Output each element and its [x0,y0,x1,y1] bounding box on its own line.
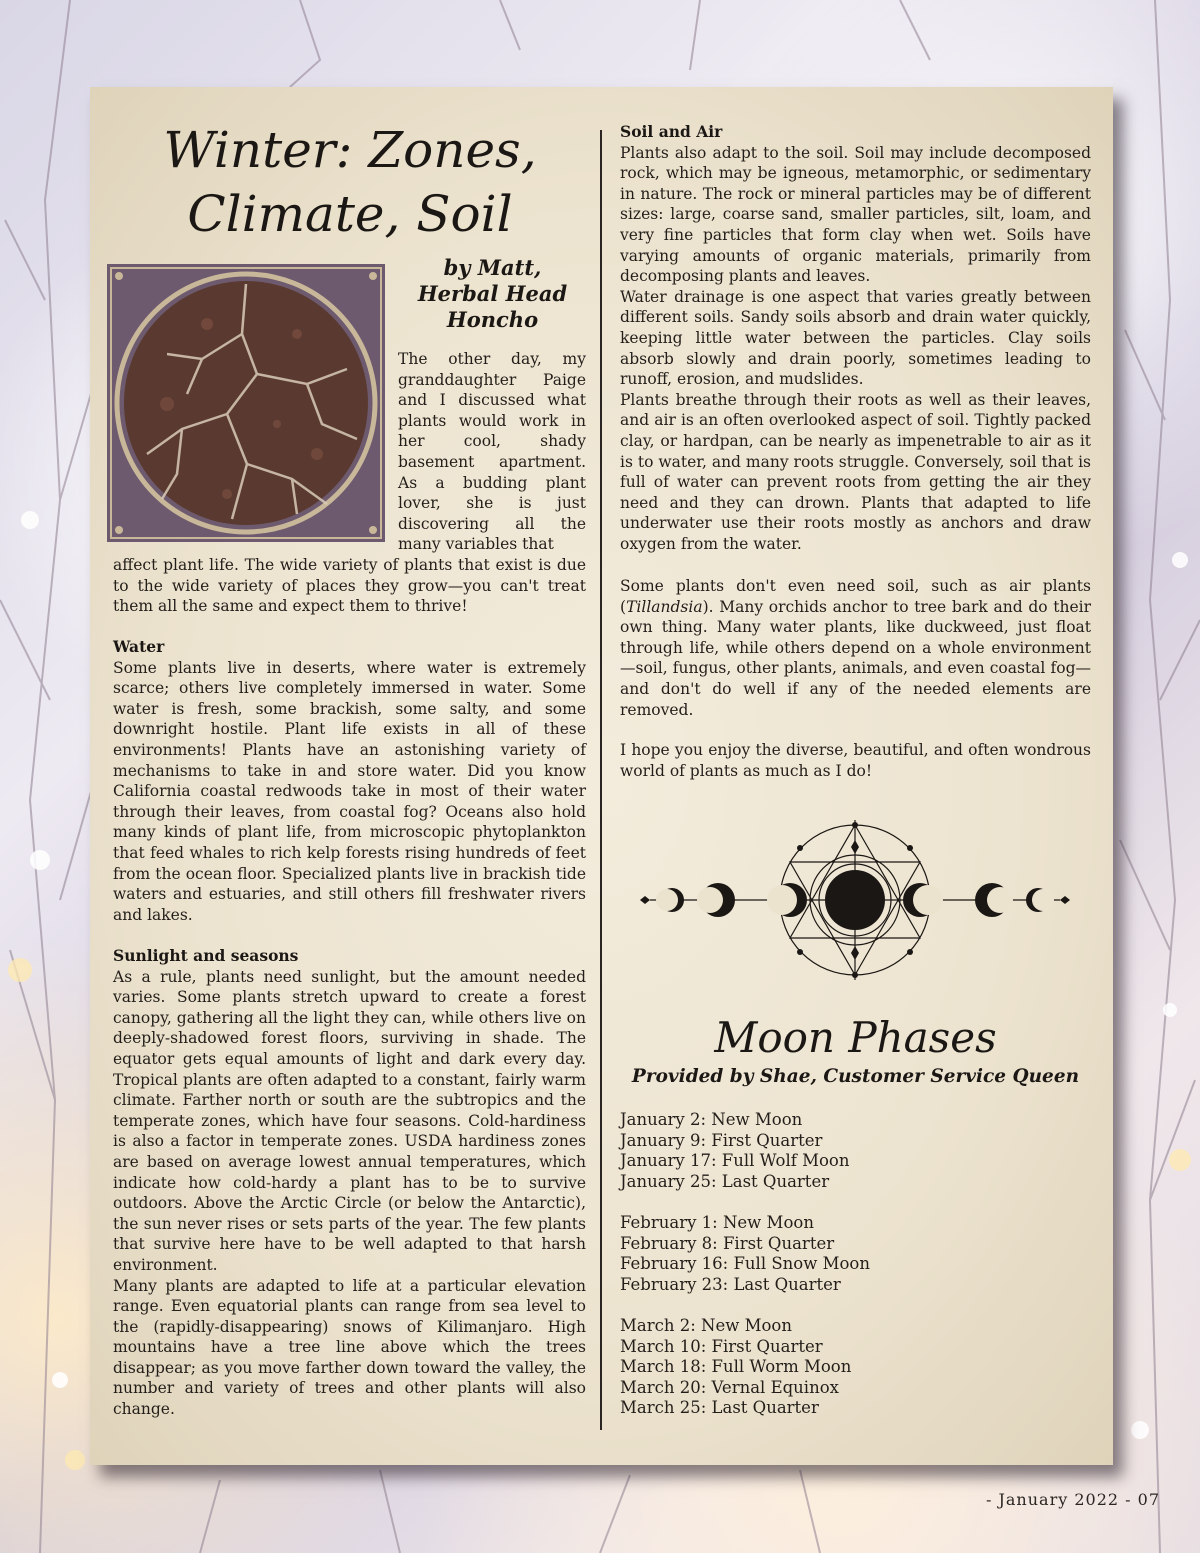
february-phases [620,1213,1091,1295]
list-item: March 18: Full Worm Moon [620,1357,852,1377]
article-title [130,118,570,246]
intro-paragraph-bottom: affect plant life. The wide variety of plants that exist is due to the wide variety of places they grow—you can't treat them all the same and expect them to thrive! [113,556,586,616]
air-text-italic: Tillandsia [626,597,703,616]
list-item: March 25: Last Quarter [620,1398,819,1418]
air-text-post: ). Many orchids anchor to tree bark and do their own thing. Many water plants, like duckweed, just float through life, while others depend on a whole environment—soil, fungus, other plants, animals, and even coastal fog—and don't do well if any of the needed elements are removed. [620,597,1091,719]
march-phases [620,1316,1091,1419]
list-item: February 1: New Moon [620,1213,814,1232]
soil-paragraph-3: Plants breathe through their roots as well as their leaves, and air is an often overlooked aspect of soil. Tightly packed clay, or hardpan, can be nearly as impenetrable to air as it is to water, and many roots struggle. Conversely, soil that is full of water can prevent roots from getting the air they need and they can drown. Plants that adapted to life underwater use their roots mostly as anchors and draw oxygen from the water. [620,390,1091,553]
list-item: February 23: Last Quarter [620,1274,841,1294]
january-phases [620,1110,1091,1192]
article-byline [400,255,585,333]
soil-paragraph-1: Plants also adapt to the soil. Soil may include decomposed rock, which may be igneous, metamorphic, or sedimentary in nature. The rock or mineral particles may be of different sizes: large, coarse sand, smaller particles, silt, loam, and very fine particles that form clay when wet. Soils have varying amounts of organic materials, primarily from decomposing plants and leaves. [620,143,1091,286]
list-item: March 10: First Quarter [620,1336,823,1356]
list-item: January 25: Last Quarter [620,1171,830,1191]
soil-section [620,122,1091,554]
moon-phases-title: Moon Phases [714,1013,997,1062]
soil-heading: Soil and Air [620,122,723,141]
list-item: February 16: Full Snow Moon [620,1254,870,1274]
soil-roots-image [107,264,385,542]
title-line-2: Climate, Soil [187,185,513,243]
sunlight-paragraph-1: As a rule, plants need sunlight, but the amount needed varies. Some plants stretch upward to create a forest canopy, gathering all the light they can, while others live on deeply-shadowed forest floors, surviving in shade. The equator gets equal amounts of light and dark every day. Tropical plants are often adapted to a constant, fairly warm climate. Farther north or south are the subtropics and the temperate zones, which have four seasons. Cold-hardiness is also a factor in temperate zones. USDA hardiness zones are based on average lowest annual temperatures, which indicate how cold-hardy a plant has to be to survive outdoors. Above the Arctic Circle (or below the Antarctic), the sun never rises or sets parts of the year. The few plants that survive here have to be well adapted to that harsh environment. [113,967,586,1274]
list-item: January 9: First Quarter [620,1130,823,1150]
list-item: March 20: Vernal Equinox [620,1377,839,1397]
sunlight-paragraph-2: Many plants are adapted to life at a particular elevation range. Even equatorial plants can range from sea level to the (rapidly-disappearing) snows of Kilimanjaro. High mountains have a tree line above which the trees disappear; as you move farther down toward the valley, the number and variety of trees and other plants will also change. [113,1276,586,1419]
moon-phases-subtitle: Provided by Shae, Customer Service Queen [631,1066,1080,1087]
intro-paragraph-right: The other day, my granddaughter Paige and I discussed what plants would work in her cool, shady basement apartment. As a budding plant lover, she is just discovering all the many variables that [398,350,586,554]
air-plants-paragraph [620,576,1091,720]
air-text-pre: Some plants don't even need soil, such as air plants ( [620,577,1091,616]
soil-paragraph-2: Water drainage is one aspect that varies greatly between different soils. Sandy soils absorb and drain water quickly, keeping little water between the particles. Clay soils absorb slowly and drain poorly, sometimes leading to runoff, erosion, and mudslides. [620,287,1091,389]
closing-paragraph: I hope you enjoy the diverse, beautiful, and often wondrous world of plants as much as I do! [620,741,1091,780]
sunlight-heading: Sunlight and seasons [113,946,299,965]
list-item: March 2: New Moon [620,1316,792,1335]
page-footer: - January 2022 - 07 [985,1490,1160,1509]
byline-line-1: by Matt, [443,255,542,280]
water-section [113,637,586,925]
sunlight-section [113,946,586,1420]
water-heading: Water [113,637,165,656]
title-line-1: Winter: Zones, [163,121,537,179]
list-item: January 2: New Moon [620,1110,803,1129]
list-item: January 17: Full Wolf Moon [620,1151,850,1171]
water-paragraph: Some plants live in deserts, where water is extremely scarce; others live completely immersed in water. Some water is fresh, some brackish, some salty, and some downright hostile. Plant life exists in all of these environments! Plants have an astonishing variety of mechanisms to take in and store water. Did you know California coastal redwoods take in most of their water through their leaves, from coastal fog? Oceans also hold many kinds of plant life, from microscopic phytoplankton that feed whales to rich kelp forests rising hundreds of feet from the ocean floor. Specialized plants live in brackish tide waters and estuaries, and still others fill freshwater rivers and lakes. [113,658,586,924]
byline-line-2: Herbal Head [417,281,568,306]
byline-line-3: Honcho [446,307,539,332]
column-divider [600,130,602,1430]
list-item: February 8: First Quarter [620,1233,835,1253]
moon-phases-emblem [630,820,1080,980]
